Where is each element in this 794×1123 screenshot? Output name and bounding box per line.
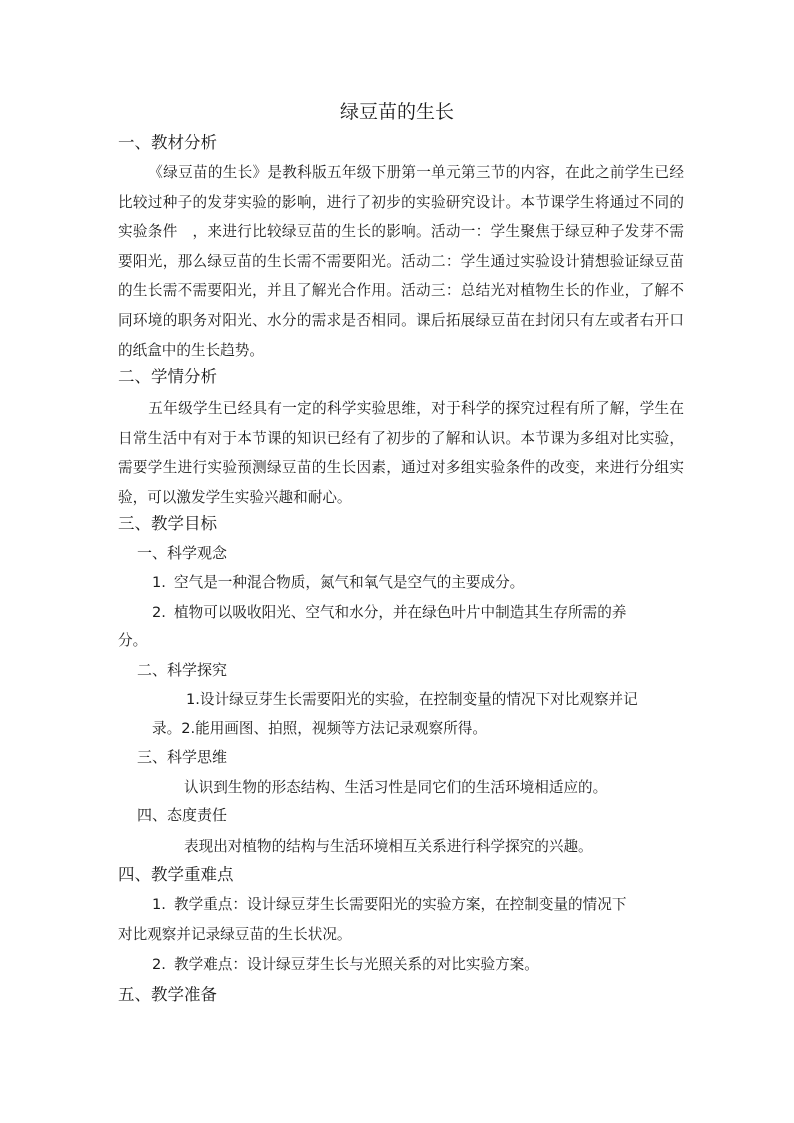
list-item-concept-2-continued: 分。 (118, 632, 148, 649)
section-heading-teaching-preparation: 五、教学准备 (118, 985, 217, 1004)
document-title: 绿豆苗的生长 (339, 101, 454, 123)
subheading-science-inquiry: 二、科学探究 (137, 661, 228, 679)
thinking-line: 认识到生物的形态结构、生活习性是同它们的生活环境相适应的。 (184, 779, 608, 796)
list-item-concept-2: 2. 植物可以吸收阳光、空气和水分，并在绿色叶片中制造其生存所需的养 (152, 604, 627, 621)
list-item-difficult-point: 2. 教学难点：设计绿豆芽生长与光照关系的对比实验方案。 (152, 956, 539, 973)
inquiry-line-2: 录。2.能用画图、拍照，视频等方法记录观察所得。 (152, 720, 487, 737)
list-item-key-point-continued: 对比观察并记录绿豆苗的生长状况。 (118, 926, 352, 943)
list-item-key-point: 1. 教学重点：设计绿豆芽生长需要阳光的实验方案，在控制变量的情况下 (152, 896, 627, 913)
subheading-science-concepts: 一、科学观念 (137, 544, 228, 562)
section-heading-learner-analysis: 二、学情分析 (118, 367, 217, 386)
subheading-science-thinking: 三、科学思维 (137, 748, 228, 766)
inquiry-line-1: 1.设计绿豆芽生长需要阳光的实验，在控制变量的情况下对比观察并记 (186, 691, 638, 708)
list-item-concept-1: 1. 空气是一种混合物质，氮气和氧气是空气的主要成分。 (152, 574, 525, 591)
paragraph-textbook-analysis: 《绿豆苗的生长》是教科版五年级下册第一单元第三节的内容，在此之前学生已经比较过种子的发芽实验的影响，进行了初步的实验研究设计。本节课学生将通过不同的实验条件 ，来进行比较绿豆苗的生长的影响。活动一：学生聚焦于绿豆种子发芽不需要阳光，那么绿豆苗的生长需不需要阳光。活动二：学生通过实验设计猜想验证绿豆苗的生长需不需要阳光，并且了解光合作用。活动三：总结光对植物生长的作业，了解不同环境的职务对阳光、水分的需求是否相同。课后拓展绿豆苗在封闭只有左或者右开口的纸盒中的生长趋势。 (118, 164, 684, 359)
paragraph-learner-analysis: 五年级学生已经具有一定的科学实验思维，对于科学的探究过程有所了解，学生在日常生活中有对于本节课的知识已经有了初步的了解和认识。本节课为多组对比实验，需要学生进行实验预测绿豆苗的生长因素，通过对多组实验条件的改变，来进行分组实验，可以激发学生实验兴趣和耐心。 (118, 400, 684, 506)
section-heading-teaching-goals: 三、教学目标 (118, 514, 217, 533)
subheading-attitude-responsibility: 四、态度责任 (137, 806, 228, 824)
attitude-line: 表现出对植物的结构与生活环境相互关系进行科学探究的兴趣。 (184, 838, 593, 855)
section-heading-textbook-analysis: 一、教材分析 (118, 133, 217, 152)
section-heading-key-difficult-points: 四、教学重难点 (118, 865, 234, 884)
